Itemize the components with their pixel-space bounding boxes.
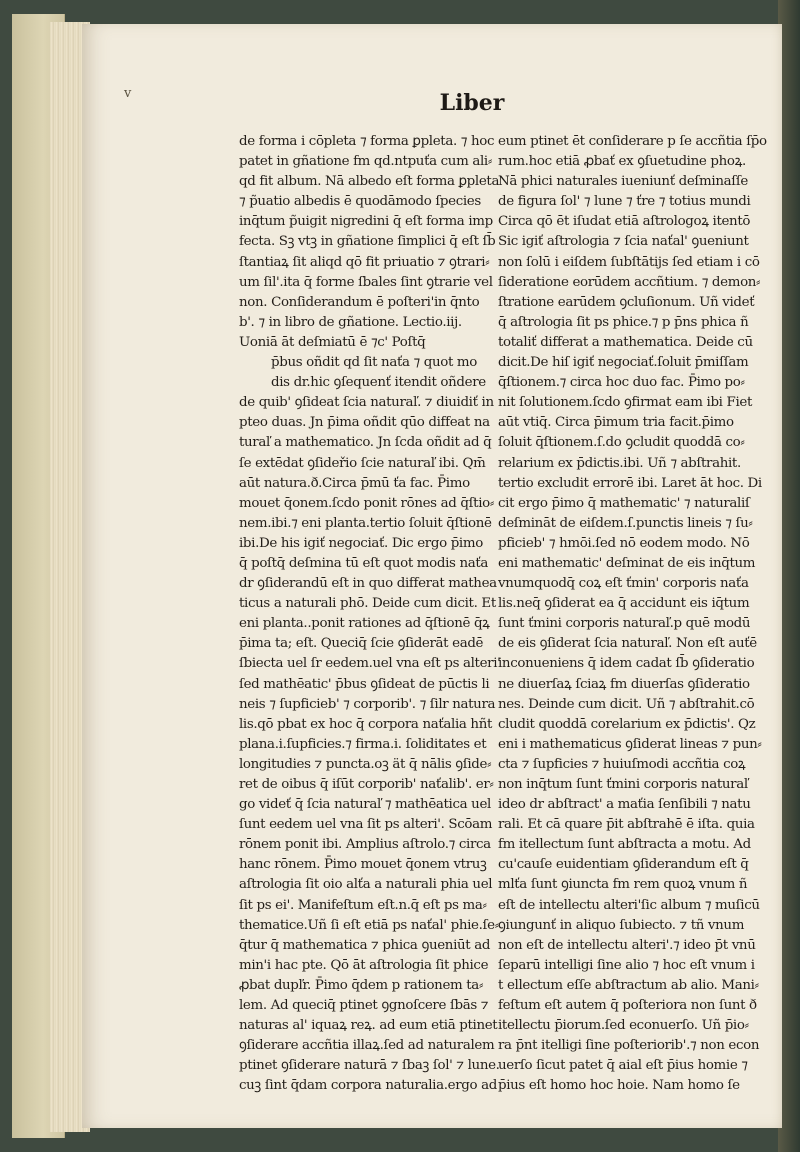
- text-line: de eis ꝯſiderat ſcia naturaľ. Non eſt auťē: [498, 636, 757, 652]
- text-line: turaľ a mathematico. Jn ſcda oñdit ad q̄: [239, 435, 492, 451]
- text-line: non ſolū i eiſdem ſubſtātijs ſed etiam i cō: [498, 254, 760, 270]
- text-line: ſtantiaꝝ ſit aliqd qō fit priuatio ⁊ ꝯtrari⸗: [239, 254, 490, 270]
- text-line: eni planta..ponit rationes ad q̄ſtionē q̄ꝝ: [239, 616, 490, 632]
- text-line: cuꝫ ſint q̄dam corpora naturalia.ergo ad: [239, 1078, 497, 1094]
- text-line: ſunt eedem uel vna ſit ps alteri'. Scōam: [239, 817, 493, 833]
- text-line: ſed mathēatic' p̄bus ꝯſideat de pūctis li: [239, 676, 490, 692]
- text-line: ne diuerſaꝝ ſciaꝝ fm diuerſas ꝯſideratio: [498, 676, 750, 692]
- text-line: inconueniens q̄ idem cadat ſb̄ ꝯſideratio: [498, 656, 755, 672]
- running-header: Liber: [439, 90, 505, 116]
- text-line: ꝯiungunť in aliquo ſubiecto. ⁊ tñ vnum: [498, 917, 745, 933]
- text-line: hanc rōnem. P̄imo mouet q̄onem vtruꝫ: [239, 857, 487, 873]
- text-line: eni i mathematicus ꝯſiderat lineas ⁊ pun⸗: [498, 736, 762, 752]
- text-line: cludit quoddā corelarium ex p̄dictis'. Qz: [498, 716, 756, 732]
- text-line: lem. Ad queciq̄ ptinet ꝯgnoſcere ſbās ⁊: [239, 998, 489, 1014]
- text-line: pficieb' ⁊ hmōi.ſed nō eodem modo. Nō: [498, 535, 750, 551]
- text-line: fm itellectum ſunt abſtracta a motu. Ad: [498, 837, 751, 853]
- text-line: relarium ex p̄dictis.ibi. Uñ ⁊ abſtrahit.: [498, 455, 741, 471]
- text-line: rōnem ponit ibi. Amplius aſtrolo.⁊ circa: [239, 837, 491, 853]
- text-line: patet in gñatione fm qd.ntpuťa cum ali⸗: [239, 154, 492, 170]
- text-line: totaliť differat a mathematica. Deide cū: [498, 334, 753, 350]
- text-line: dicit.De hiſ igiť negociať.ſoluit p̄miſſam: [498, 355, 749, 371]
- text-line: eni mathematic' deſminat de eis inq̄tum: [498, 555, 756, 571]
- book-page: [82, 24, 782, 1128]
- text-line: ret de oibus q̄ iſūt corporib' naťalib'. er⸗: [239, 777, 494, 792]
- text-line: uerſo ſicut patet q̄ aial eſt p̄ius homie ⁊: [498, 1058, 748, 1074]
- text-line: q̄ poſtq̄ deſmina tū eſt quot modis naťa: [239, 555, 489, 571]
- text-column-right: [498, 132, 767, 1097]
- text-line: ptinet ꝯſiderare naturā ⁊ ſbaꝫ ſol' ⁊ lune.: [239, 1058, 500, 1074]
- text-line: dis dr.hic ꝯſequenť itendit oñdere: [271, 375, 486, 391]
- text-line: ideo dr abſtract' a maťia ſenſibili ⁊ natu: [498, 797, 751, 813]
- text-line: aūt vtiq̄. Circa p̄imum tria facit.p̄imo: [498, 415, 734, 431]
- text-line: cta ⁊ ſupficies ⁊ huiuſmodi accñtia coꝝ: [498, 756, 746, 772]
- text-line: nes. Deinde cum dicit. Uñ ⁊ abſtrahit.cō: [498, 696, 755, 712]
- text-line: um ſil'.ita q̄ forme ſbales ſint ꝯtrarie vel: [239, 274, 493, 290]
- text-line: mlťa ſunt ꝯiuncta fm rem quoꝝ vnum ñ: [498, 877, 748, 893]
- text-line: rali. Et cā quare p̄it abſtrahē ē iſta. quia: [498, 817, 755, 833]
- text-line: non inq̄tum ſunt ťmini corporis naturaľ: [498, 777, 748, 792]
- text-line: Uoniā āt deſmiatū ē ⁊c' Poſtq̄: [239, 334, 426, 350]
- text-line: b'. ⁊ in libro de gñatione. Lectio.iij.: [239, 314, 462, 330]
- text-line: Sic igiť aſtrologia ⁊ ſcia naťal' ꝯueniunt: [498, 234, 749, 250]
- text-line: ticus a naturali phō. Deide cum dicit. Et: [239, 596, 496, 612]
- text-line: ſeparū intelligi ſine alio ⁊ hoc eſt vnum i: [498, 957, 755, 973]
- text-line: lis.neq̄ ꝯſiderat ea q̄ accidunt eis iq̄tum: [498, 596, 750, 612]
- text-line: q̄ aſtrologia ſit ps phice.⁊ p p̄ns phica ñ: [498, 314, 749, 330]
- text-line: longitudies ⁊ puncta.oꝫ ät q̄ nālis ꝯſide⸗: [239, 756, 492, 772]
- text-line: p̄bus oñdit qd ſit naťa ⁊ quot mo: [271, 355, 477, 371]
- text-line: ꝓbat dupľr. P̄imo q̄dem p rationem ta⸗: [239, 977, 484, 993]
- text-line: neis ⁊ ſupficieb' ⁊ corporib'. ⁊ ſilr natura: [239, 696, 496, 712]
- text-column-left: [239, 132, 501, 1097]
- text-line: ſoluit q̄ſtionem.ſ.do ꝯcludit quoddā co⸗: [498, 435, 745, 451]
- text-line: ſbiecta uel ſr eedem.uel vna eſt ps alteri': [239, 656, 501, 672]
- text-line: nem.ibi.⁊ eni planta.tertio ſoluit q̄ſtionē: [239, 515, 492, 531]
- text-line: Circa qō ēt iſudat etiā aſtrologoꝝ itentō: [498, 214, 751, 230]
- text-line: dr ꝯſiderandū eſt in quo differat mathea: [239, 576, 497, 592]
- text-line: ⁊ p̃uatio albedis ē quodāmodo ſpecies: [239, 194, 481, 210]
- text-line: deſmināt de eiſdem.ſ.punctis lineis ⁊ ſu⸗: [498, 515, 753, 531]
- text-line: cu'cauſe euidentiam ꝯſiderandum eſt q̄: [498, 857, 749, 873]
- text-line: fecta. Sꝫ vtꝫ in gñatione ſimplici q̄ eſt ſb̄: [239, 234, 496, 250]
- text-line: nit ſolutionem.ſcdo ꝯfirmat eam ibi Fiet: [498, 395, 752, 411]
- text-line: ſideratione eorūdem accñtium. ⁊ demon⸗: [498, 274, 761, 290]
- text-line: ſunt ťmini corporis naturaľ.p quē modū: [498, 616, 751, 632]
- text-line: t ellectum eſſe abſtractum ab alio. Mani⸗: [498, 977, 759, 993]
- text-line: inq̄tum p̃uigit nigredini q̄ eſt forma imp: [239, 214, 493, 230]
- text-line: q̄tur q̄ mathematica ⁊ phica ꝯueniūt ad: [239, 937, 491, 953]
- text-line: min'i hac pte. Qō āt aſtrologia ſit phice: [239, 957, 489, 973]
- margin-mark: v: [124, 86, 132, 101]
- text-line: ra p̄nt itelligi ſine poſteriorib'.⁊ non econ: [498, 1038, 760, 1054]
- text-line: plana.i.ſupficies.⁊ firma.i. ſoliditates et: [239, 736, 487, 752]
- text-line: de forma i cōpleta ⁊ forma ꝑpleta. ⁊ hoc: [239, 134, 495, 149]
- text-line: non. Conſiderandum ē poſteri'in q̄nto: [239, 294, 480, 310]
- text-line: p̄ius eſt homo hoc hoie. Nam homo ſe: [498, 1078, 740, 1094]
- text-line: tertio excludit errorē ibi. Laret āt hoc. Di: [498, 475, 762, 491]
- text-line: cit ergo p̄imo q̄ mathematic' ⁊ naturaliſ: [498, 495, 750, 511]
- text-line: go videť q̄ ſcia naturaľ ⁊ mathēatica uel: [239, 797, 491, 813]
- text-line: eſt de intellectu alteri'ſic album ⁊ muſicū: [498, 897, 760, 913]
- text-line: Nā phici naturales iueniunť deſminaſſe: [498, 174, 749, 190]
- text-line: ꝯſiderare accñtia illaꝝ.ſed ad naturalem: [239, 1038, 495, 1054]
- text-line: de figura ſol' ⁊ lune ⁊ ťre ⁊ totius mundi: [498, 194, 751, 210]
- text-line: pteo duas. Jn p̄ima oñdit qūo diffeat na: [239, 415, 490, 431]
- text-line: eum ptinet ēt conſiderare p ſe accñtia ſp̄o: [498, 134, 767, 149]
- text-line: feſtum eſt autem q̄ poſteriora non ſunt ð: [498, 998, 757, 1014]
- text-line: naturas al' iquaꝝ reꝝ. ad eum etiā ptinet: [239, 1018, 498, 1034]
- text-line: ibi.De his igiť negociať. Dic ergo p̄imo: [239, 535, 483, 551]
- text-line: ſe extēdat ꝯſideřio ſcie naturaľ ibi. Qm̄: [239, 455, 486, 471]
- text-line: non eſt de intellectu alteri'.⁊ ideo p̄t vnū: [498, 937, 756, 953]
- text-line: aſtrologia ſit oio alťa a naturali phia uel: [239, 877, 493, 893]
- text-line: q̄ſtionem.⁊ circa hoc duo fac. P̄imo po⸗: [498, 375, 745, 391]
- text-line: mouet q̄onem.ſcdo ponit rōnes ad q̄ſtio⸗: [239, 495, 494, 511]
- text-line: p̄ima ta; eſt. Queciq̄ ſcie ꝯſiderāt eadē: [239, 636, 484, 652]
- text-line: vnumquodq̄ coꝝ eſt ťmin' corporis naťa: [498, 576, 749, 592]
- text-line: lis.qō pbat ex hoc q̄ corpora naťalia hñt: [239, 716, 492, 732]
- text-line: rum.hoc etiā ꝓbať ex ꝯſuetudine phoꝝ.: [498, 154, 746, 170]
- text-line: thematice.Uñ ſi eſt etiā ps naťal' phie.ſe⸗: [239, 917, 499, 933]
- text-line: aūt natura.ð.Circa p̄mū ťa fac. P̄imo: [239, 475, 470, 491]
- text-line: ſit ps ei'. Manifeſtum eſt.n.q̄ eſt ps ma⸗: [239, 897, 487, 913]
- text-line: ſtratione earūdem ꝯcluſionum. Uñ videť: [498, 294, 755, 310]
- text-line: itellectu p̄iorum.ſed econuerſo. Uñ p̄io⸗: [498, 1018, 749, 1034]
- text-line: de quib' ꝯſideat ſcia naturaľ. ⁊ diuidiť in: [239, 395, 494, 411]
- text-line: qd fit album. Nā albedo eſt forma ꝑpleta: [239, 174, 500, 190]
